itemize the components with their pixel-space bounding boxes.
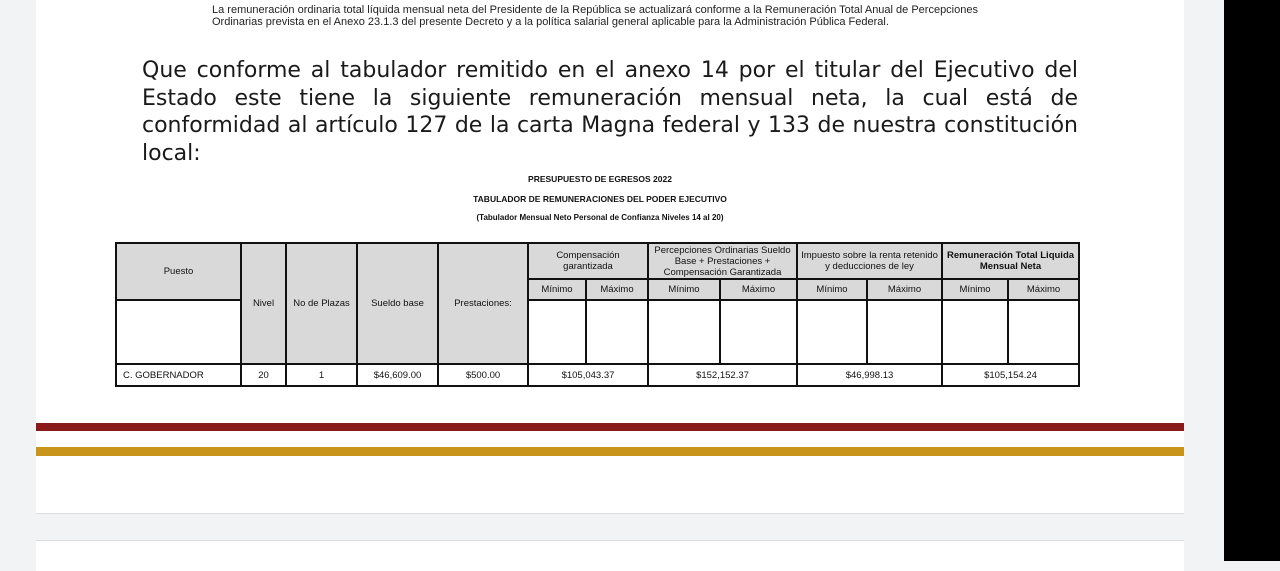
blank-cell <box>648 300 720 364</box>
intro-paragraph <box>176 4 1052 28</box>
header-plazas: No de Plazas <box>286 243 357 364</box>
row-compensacion: $105,043.37 <box>528 364 648 386</box>
budget-title: PRESUPUESTO DE EGRESOS 2022 <box>528 174 672 184</box>
statement-line-3: conformidad al artículo 127 de la carta Magna federal y 133 de nuestra constitución <box>142 113 1078 138</box>
header-impuesto-minimo: Mínimo <box>797 279 867 300</box>
intro-line-2: Ordinarias prevista en el Anexo 23.1.3 del presente Decreto y a la política salarial general aplicable para la Administración Pública Federal. <box>212 16 889 28</box>
next-page <box>36 540 1184 571</box>
row-prestaciones: $500.00 <box>438 364 528 386</box>
row-percepciones: $152,152.37 <box>648 364 797 386</box>
blank-cell <box>1008 300 1079 364</box>
header-compensacion: Compensación garantizada <box>528 243 648 279</box>
salary-table <box>115 242 1080 387</box>
row-puesto: C. GOBERNADOR <box>116 364 241 386</box>
viewer-dark-margin <box>1224 0 1280 561</box>
row-sueldo-base: $46,609.00 <box>357 364 438 386</box>
header-sueldo-base: Sueldo base <box>357 243 438 364</box>
header-percepciones-maximo: Máximo <box>720 279 797 300</box>
statement-paragraph <box>142 57 1078 167</box>
blank-cell <box>528 300 586 364</box>
header-impuesto-maximo: Máximo <box>867 279 942 300</box>
header-impuesto: Impuesto sobre la renta retenido y deducciones de ley <box>797 243 942 279</box>
intro-line-1: La remuneración ordinaria total líquida mensual neta del Presidente de la República se actualizará conforme a la Remuneración Total Anual de Percepciones <box>212 4 978 16</box>
row-remuneracion: $105,154.24 <box>942 364 1079 386</box>
table-row <box>116 364 1079 386</box>
tabulator-subtitle: TABULADOR DE REMUNERACIONES DEL PODER EJECUTIVO <box>473 194 727 204</box>
blank-cell <box>867 300 942 364</box>
header-compensacion-maximo: Máximo <box>586 279 648 300</box>
blank-cell <box>720 300 797 364</box>
row-impuesto: $46,998.13 <box>797 364 942 386</box>
puesto-blank-cell <box>116 300 241 364</box>
header-remuneracion-maximo: Máximo <box>1008 279 1079 300</box>
decorative-gold-stripe <box>36 447 1184 456</box>
header-percepciones-minimo: Mínimo <box>648 279 720 300</box>
statement-line-1: Que conforme al tabulador remitido en el anexo 14 por el titular del Ejecutivo del <box>142 58 1078 83</box>
statement-line-4: local: <box>142 140 201 166</box>
header-remuneracion-minimo: Mínimo <box>942 279 1008 300</box>
header-compensacion-minimo: Mínimo <box>528 279 586 300</box>
header-prestaciones: Prestaciones: <box>438 243 528 364</box>
blank-cell <box>942 300 1008 364</box>
decorative-red-stripe <box>36 423 1184 431</box>
statement-line-2: Estado este tiene la siguiente remuneración mensual neta, la cual está de <box>142 85 1078 111</box>
row-nivel: 20 <box>241 364 286 386</box>
header-remuneracion: Remuneración Total Liquida Mensual Neta <box>942 243 1079 279</box>
header-nivel: Nivel <box>241 243 286 364</box>
blank-cell <box>586 300 648 364</box>
row-plazas: 1 <box>286 364 357 386</box>
header-percepciones: Percepciones Ordinarias Sueldo Base + Prestaciones + Compensación Garantizada <box>648 243 797 279</box>
blank-cell <box>797 300 867 364</box>
header-puesto: Puesto <box>116 243 241 300</box>
tabulator-note: (Tabulador Mensual Neto Personal de Confianza Niveles 14 al 20) <box>476 213 724 222</box>
